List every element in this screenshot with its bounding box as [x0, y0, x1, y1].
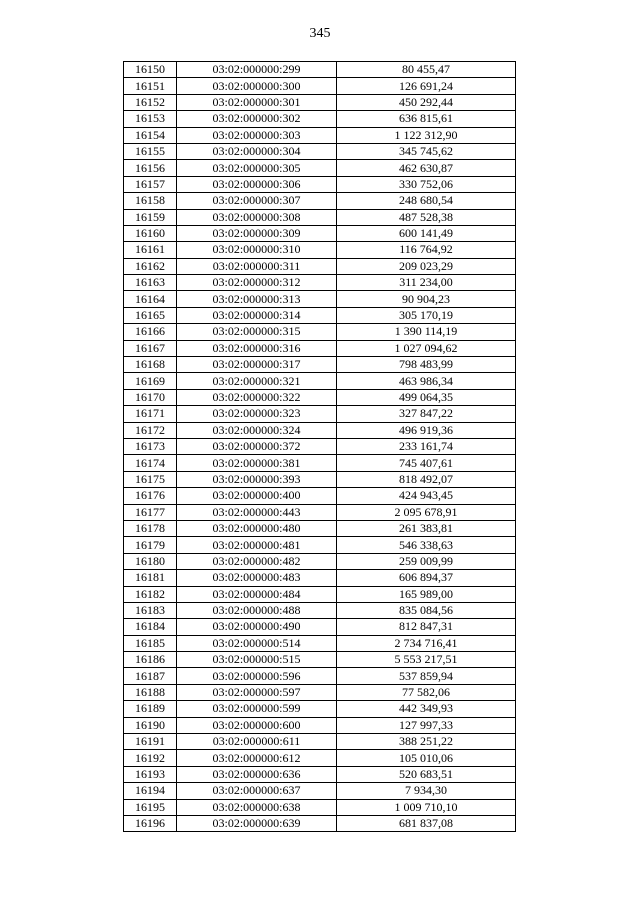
cadastral-number-cell: 03:02:000000:299 — [177, 62, 337, 78]
cadastral-number-cell: 03:02:000000:600 — [177, 717, 337, 733]
table-row — [124, 258, 516, 274]
row-number-cell: 16189 — [124, 701, 177, 717]
cadastral-number-cell: 03:02:000000:321 — [177, 373, 337, 389]
row-number-cell: 16163 — [124, 275, 177, 291]
cadastral-number-cell: 03:02:000000:302 — [177, 111, 337, 127]
cadastral-value-cell: 127 997,33 — [337, 717, 516, 733]
table-row — [124, 127, 516, 143]
cadastral-value-cell: 1 027 094,62 — [337, 340, 516, 356]
row-number-cell: 16195 — [124, 799, 177, 815]
table-row — [124, 373, 516, 389]
cadastral-value-cell: 450 292,44 — [337, 94, 516, 110]
cadastral-number-cell: 03:02:000000:304 — [177, 143, 337, 159]
table-row — [124, 635, 516, 651]
row-number-cell: 16191 — [124, 734, 177, 750]
cadastral-value-cell: 463 986,34 — [337, 373, 516, 389]
cadastral-value-cell: 7 934,30 — [337, 783, 516, 799]
cadastral-number-cell: 03:02:000000:636 — [177, 766, 337, 782]
row-number-cell: 16165 — [124, 307, 177, 323]
cadastral-value-cell: 345 745,62 — [337, 143, 516, 159]
cadastral-number-cell: 03:02:000000:481 — [177, 537, 337, 553]
row-number-cell: 16167 — [124, 340, 177, 356]
row-number-cell: 16175 — [124, 471, 177, 487]
cadastral-value-cell: 496 919,36 — [337, 422, 516, 438]
table-row — [124, 586, 516, 602]
table-row — [124, 111, 516, 127]
cadastral-value-cell: 77 582,06 — [337, 684, 516, 700]
cadastral-number-cell: 03:02:000000:483 — [177, 570, 337, 586]
row-number-cell: 16180 — [124, 553, 177, 569]
table-row — [124, 684, 516, 700]
cadastral-number-cell: 03:02:000000:515 — [177, 652, 337, 668]
cadastral-value-cell: 606 894,37 — [337, 570, 516, 586]
cadastral-number-cell: 03:02:000000:612 — [177, 750, 337, 766]
cadastral-value-cell: 311 234,00 — [337, 275, 516, 291]
table-row — [124, 324, 516, 340]
cadastral-value-cell: 259 009,99 — [337, 553, 516, 569]
cadastral-number-cell: 03:02:000000:482 — [177, 553, 337, 569]
table-row — [124, 717, 516, 733]
cadastral-number-cell: 03:02:000000:596 — [177, 668, 337, 684]
cadastral-number-cell: 03:02:000000:301 — [177, 94, 337, 110]
row-number-cell: 16185 — [124, 635, 177, 651]
cadastral-number-cell: 03:02:000000:597 — [177, 684, 337, 700]
table-row — [124, 734, 516, 750]
cadastral-number-cell: 03:02:000000:639 — [177, 815, 337, 831]
cadastral-value-cell: 681 837,08 — [337, 815, 516, 831]
cadastral-number-cell: 03:02:000000:322 — [177, 389, 337, 405]
cadastral-number-cell: 03:02:000000:638 — [177, 799, 337, 815]
cadastral-number-cell: 03:02:000000:313 — [177, 291, 337, 307]
cadastral-value-cell: 442 349,93 — [337, 701, 516, 717]
cadastral-value-cell: 600 141,49 — [337, 225, 516, 241]
table-row — [124, 504, 516, 520]
table-row — [124, 488, 516, 504]
cadastral-value-cell: 487 528,38 — [337, 209, 516, 225]
cadastral-value-cell: 1 122 312,90 — [337, 127, 516, 143]
cadastral-value-cell: 105 010,06 — [337, 750, 516, 766]
table-row — [124, 242, 516, 258]
row-number-cell: 16196 — [124, 815, 177, 831]
row-number-cell: 16159 — [124, 209, 177, 225]
row-number-cell: 16177 — [124, 504, 177, 520]
table-body — [124, 62, 516, 832]
cadastral-number-cell: 03:02:000000:317 — [177, 357, 337, 373]
row-number-cell: 16179 — [124, 537, 177, 553]
cadastral-number-cell: 03:02:000000:324 — [177, 422, 337, 438]
cadastral-value-cell: 818 492,07 — [337, 471, 516, 487]
table-row — [124, 176, 516, 192]
row-number-cell: 16187 — [124, 668, 177, 684]
table-row — [124, 553, 516, 569]
table-row — [124, 701, 516, 717]
cadastral-value-cell: 462 630,87 — [337, 160, 516, 176]
cadastral-value-cell: 499 064,35 — [337, 389, 516, 405]
table-row — [124, 94, 516, 110]
row-number-cell: 16173 — [124, 438, 177, 454]
row-number-cell: 16157 — [124, 176, 177, 192]
cadastral-value-cell: 80 455,47 — [337, 62, 516, 78]
cadastral-value-cell: 116 764,92 — [337, 242, 516, 258]
row-number-cell: 16161 — [124, 242, 177, 258]
cadastral-value-cell: 327 847,22 — [337, 406, 516, 422]
row-number-cell: 16193 — [124, 766, 177, 782]
row-number-cell: 16154 — [124, 127, 177, 143]
cadastral-number-cell: 03:02:000000:488 — [177, 602, 337, 618]
cadastral-value-cell: 233 161,74 — [337, 438, 516, 454]
row-number-cell: 16162 — [124, 258, 177, 274]
row-number-cell: 16192 — [124, 750, 177, 766]
cadastral-value-cell: 2 734 716,41 — [337, 635, 516, 651]
cadastral-number-cell: 03:02:000000:307 — [177, 193, 337, 209]
cadastral-number-cell: 03:02:000000:312 — [177, 275, 337, 291]
cadastral-number-cell: 03:02:000000:316 — [177, 340, 337, 356]
cadastral-number-cell: 03:02:000000:310 — [177, 242, 337, 258]
row-number-cell: 16188 — [124, 684, 177, 700]
table-row — [124, 619, 516, 635]
cadastral-number-cell: 03:02:000000:306 — [177, 176, 337, 192]
table-row — [124, 520, 516, 536]
cadastral-number-cell: 03:02:000000:443 — [177, 504, 337, 520]
cadastral-value-cell: 388 251,22 — [337, 734, 516, 750]
row-number-cell: 16186 — [124, 652, 177, 668]
table-row — [124, 471, 516, 487]
table-row — [124, 143, 516, 159]
cadastral-number-cell: 03:02:000000:323 — [177, 406, 337, 422]
table-row — [124, 766, 516, 782]
table-row — [124, 291, 516, 307]
cadastral-value-table — [123, 61, 516, 832]
table-row — [124, 438, 516, 454]
cadastral-value-cell: 798 483,99 — [337, 357, 516, 373]
row-number-cell: 16174 — [124, 455, 177, 471]
cadastral-number-cell: 03:02:000000:484 — [177, 586, 337, 602]
row-number-cell: 16194 — [124, 783, 177, 799]
table-row — [124, 422, 516, 438]
cadastral-number-cell: 03:02:000000:599 — [177, 701, 337, 717]
row-number-cell: 16150 — [124, 62, 177, 78]
row-number-cell: 16170 — [124, 389, 177, 405]
row-number-cell: 16168 — [124, 357, 177, 373]
cadastral-value-cell: 90 904,23 — [337, 291, 516, 307]
cadastral-value-cell: 261 383,81 — [337, 520, 516, 536]
cadastral-value-cell: 305 170,19 — [337, 307, 516, 323]
table-row — [124, 652, 516, 668]
cadastral-number-cell: 03:02:000000:400 — [177, 488, 337, 504]
cadastral-number-cell: 03:02:000000:311 — [177, 258, 337, 274]
table-row — [124, 537, 516, 553]
cadastral-value-cell: 5 553 217,51 — [337, 652, 516, 668]
row-number-cell: 16152 — [124, 94, 177, 110]
row-number-cell: 16158 — [124, 193, 177, 209]
row-number-cell: 16171 — [124, 406, 177, 422]
cadastral-number-cell: 03:02:000000:637 — [177, 783, 337, 799]
page-number: 345 — [309, 26, 331, 41]
row-number-cell: 16176 — [124, 488, 177, 504]
cadastral-number-cell: 03:02:000000:305 — [177, 160, 337, 176]
cadastral-number-cell: 03:02:000000:315 — [177, 324, 337, 340]
table-row — [124, 307, 516, 323]
cadastral-value-cell: 165 989,00 — [337, 586, 516, 602]
cadastral-value-cell: 835 084,56 — [337, 602, 516, 618]
cadastral-value-cell: 424 943,45 — [337, 488, 516, 504]
table-row — [124, 357, 516, 373]
row-number-cell: 16160 — [124, 225, 177, 241]
cadastral-number-cell: 03:02:000000:314 — [177, 307, 337, 323]
row-number-cell: 16166 — [124, 324, 177, 340]
row-number-cell: 16153 — [124, 111, 177, 127]
cadastral-value-cell: 546 338,63 — [337, 537, 516, 553]
table-row — [124, 389, 516, 405]
table-row — [124, 455, 516, 471]
cadastral-value-cell: 330 752,06 — [337, 176, 516, 192]
cadastral-value-cell: 520 683,51 — [337, 766, 516, 782]
table-row — [124, 62, 516, 78]
table-row — [124, 570, 516, 586]
cadastral-value-cell: 1 009 710,10 — [337, 799, 516, 815]
table-row — [124, 225, 516, 241]
cadastral-number-cell: 03:02:000000:372 — [177, 438, 337, 454]
cadastral-number-cell: 03:02:000000:309 — [177, 225, 337, 241]
cadastral-number-cell: 03:02:000000:611 — [177, 734, 337, 750]
row-number-cell: 16169 — [124, 373, 177, 389]
cadastral-number-cell: 03:02:000000:381 — [177, 455, 337, 471]
row-number-cell: 16181 — [124, 570, 177, 586]
cadastral-number-cell: 03:02:000000:514 — [177, 635, 337, 651]
table-row — [124, 275, 516, 291]
table-row — [124, 78, 516, 94]
row-number-cell: 16172 — [124, 422, 177, 438]
cadastral-value-cell: 126 691,24 — [337, 78, 516, 94]
cadastral-value-cell: 745 407,61 — [337, 455, 516, 471]
cadastral-number-cell: 03:02:000000:480 — [177, 520, 337, 536]
cadastral-value-cell: 537 859,94 — [337, 668, 516, 684]
table-row — [124, 783, 516, 799]
row-number-cell: 16155 — [124, 143, 177, 159]
cadastral-value-cell: 1 390 114,19 — [337, 324, 516, 340]
table-row — [124, 340, 516, 356]
row-number-cell: 16164 — [124, 291, 177, 307]
table-row — [124, 750, 516, 766]
cadastral-value-cell: 636 815,61 — [337, 111, 516, 127]
table-row — [124, 815, 516, 831]
cadastral-number-cell: 03:02:000000:490 — [177, 619, 337, 635]
cadastral-value-cell: 248 680,54 — [337, 193, 516, 209]
table-row — [124, 209, 516, 225]
row-number-cell: 16184 — [124, 619, 177, 635]
table-row — [124, 160, 516, 176]
cadastral-number-cell: 03:02:000000:393 — [177, 471, 337, 487]
cadastral-value-cell: 812 847,31 — [337, 619, 516, 635]
row-number-cell: 16183 — [124, 602, 177, 618]
row-number-cell: 16151 — [124, 78, 177, 94]
cadastral-number-cell: 03:02:000000:303 — [177, 127, 337, 143]
row-number-cell: 16190 — [124, 717, 177, 733]
table-row — [124, 799, 516, 815]
cadastral-value-cell: 2 095 678,91 — [337, 504, 516, 520]
table-row — [124, 668, 516, 684]
row-number-cell: 16178 — [124, 520, 177, 536]
cadastral-number-cell: 03:02:000000:308 — [177, 209, 337, 225]
table-row — [124, 193, 516, 209]
table-row — [124, 602, 516, 618]
cadastral-value-cell: 209 023,29 — [337, 258, 516, 274]
row-number-cell: 16156 — [124, 160, 177, 176]
row-number-cell: 16182 — [124, 586, 177, 602]
table-row — [124, 406, 516, 422]
cadastral-number-cell: 03:02:000000:300 — [177, 78, 337, 94]
